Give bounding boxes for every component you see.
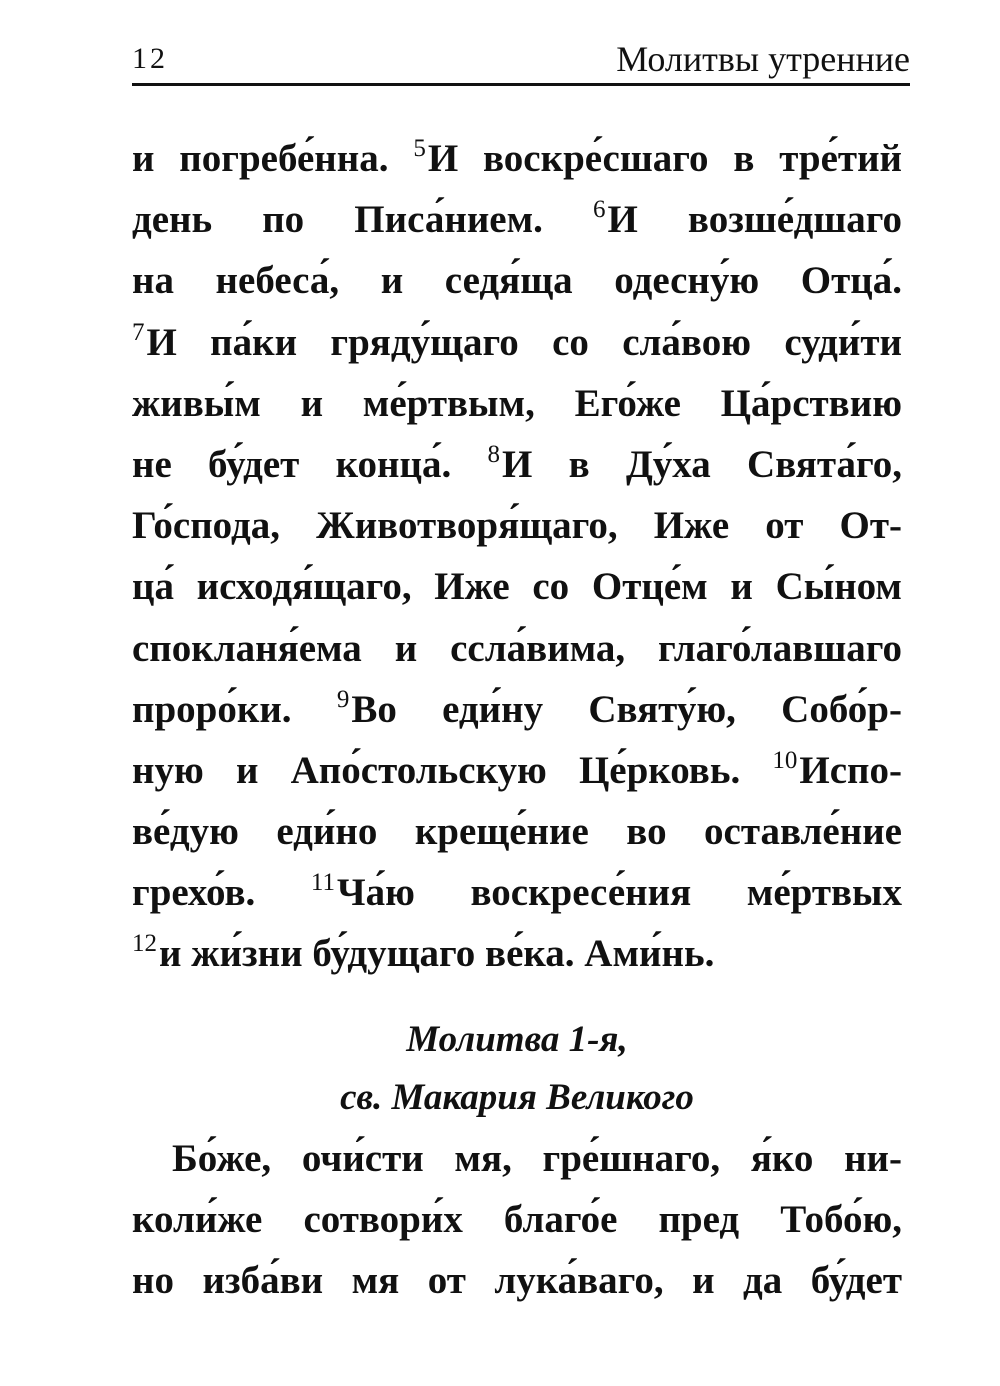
prayer-line: но изба́ви мя от лука́ваго, и да бу́дет	[132, 1259, 902, 1303]
text-segment: Во еди́ну Святу́ю, Собо́р-	[351, 687, 902, 731]
page-number: 12	[132, 42, 168, 75]
text-segment: живы́м и ме́ртвым, Его́же Ца́рствию	[132, 381, 902, 425]
text-segment: спокланя́ема и ссла́вима, глаго́лавшаго	[132, 626, 902, 670]
text-line	[132, 923, 902, 984]
text-segment: и жи́зни бу́дущаго ве́ка. Ами́нь.	[159, 932, 715, 976]
text-segment: И возше́дшаго	[607, 198, 902, 242]
verse-number: 7	[132, 318, 145, 346]
text-segment: Испо-	[799, 748, 902, 792]
text-segment: ца́ исходя́щаго, Иже со Отце́м и Сы́ном	[132, 565, 902, 609]
text-segment: И па́ки гряду́щаго со сла́вою суди́ти	[146, 320, 902, 364]
text-line	[132, 740, 902, 801]
text-segment: И воскре́сшаго в тре́тий	[427, 137, 903, 180]
text-segment: на небеса́, и седя́ща одесну́ю Отца́.	[132, 259, 902, 303]
text-line	[132, 862, 902, 923]
text-segment: грехо́в.	[132, 871, 311, 915]
text-segment: Ча́ю воскресе́ния ме́ртвых	[336, 871, 902, 915]
text-line	[132, 128, 902, 189]
running-title: Молитвы утренние	[616, 39, 910, 79]
text-line	[132, 801, 902, 862]
prayer-line: коли́же сотвори́х благо́е пред Тобо́ю,	[132, 1198, 902, 1242]
text-line	[132, 679, 902, 740]
text-segment: Го́спода, Животворя́щаго, Иже от От-	[132, 504, 902, 548]
verse-number: 5	[413, 135, 426, 162]
prayer-text	[132, 1128, 902, 1312]
text-segment: И в Ду́ха Свята́го,	[502, 442, 902, 486]
verse-number: 11	[310, 869, 335, 897]
prayer-subtitle: св. Макария Великого	[340, 1077, 694, 1118]
creed-text	[132, 128, 902, 985]
verse-number: 8	[487, 440, 501, 468]
verse-number: 6	[593, 196, 606, 224]
verse-number: 12	[132, 930, 157, 958]
text-line	[132, 312, 902, 373]
text-line	[132, 618, 902, 679]
verse-number: 9	[336, 685, 350, 713]
text-line	[132, 373, 902, 434]
text-line	[132, 250, 902, 311]
verse-number: 10	[772, 746, 798, 774]
text-segment: ную и Апо́стольскую Це́рковь.	[132, 748, 773, 792]
text-segment: и погребе́нна.	[132, 137, 414, 180]
prayer-line: Бо́же, очи́сти мя, гре́шнаго, я́ко ни-	[172, 1137, 902, 1180]
text-segment: проро́ки.	[132, 687, 337, 731]
text-line	[132, 189, 902, 250]
text-segment: ве́дую еди́но креще́ние во оставле́ние	[132, 810, 902, 854]
text-line	[132, 556, 902, 617]
page-header	[132, 30, 910, 80]
text-segment: не бу́дет конца́.	[132, 442, 488, 486]
header-rule	[132, 83, 910, 86]
text-line	[132, 434, 902, 495]
text-segment: день по Писа́нием.	[132, 198, 593, 242]
prayer-title: Молитва 1-я,	[406, 1019, 628, 1060]
text-line	[132, 495, 902, 556]
